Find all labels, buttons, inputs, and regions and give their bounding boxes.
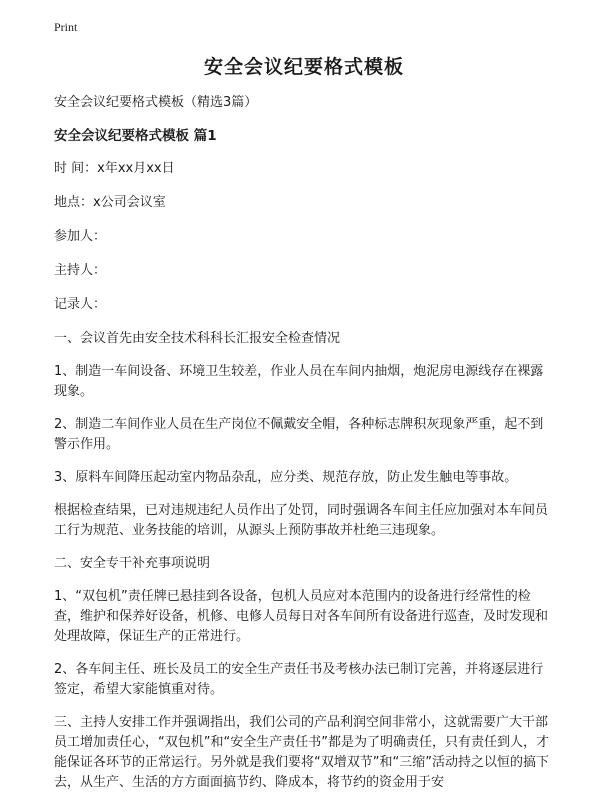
paragraph-item-1-2: 2、制造二车间作业人员在生产岗位不佩戴安全帽，各种标志牌积灰现象严重，起不到警示作用。 <box>54 417 544 452</box>
paragraph-item-2-1: 1、“双包机”责任牌已悬挂到各设备，包机人员应对本范围内的设备进行经常性的检查，维护和保养好设备，机修、电修人员每日对各车间所有设备进行巡查，及时发现和处理故障，保证生产的正常进行。 <box>54 589 549 644</box>
paragraph-section-2: 二、安全专干补充事项说明 <box>54 556 211 571</box>
section-heading: 安全会议纪要格式模板 篇1 <box>54 128 217 144</box>
meeting-time: 时 间：x年xx月xx日 <box>54 161 175 176</box>
meeting-recorder: 记录人： <box>54 297 107 312</box>
paragraph-item-1-1: 1、制造一车间设备、环境卫生较差，作业人员在车间内抽烟，炮泥房电源线存在裸露现象。 <box>54 364 544 399</box>
paragraph-item-1-3: 3、原料车间降压起动室内物品杂乱，应分类、规范存放，防止发生触电等事故。 <box>54 470 518 485</box>
paragraph-section-3: 三、主持人安排工作并强调指出，我们公司的产品利润空间非常小，这就需要广大干部员工增加责任心，“双包机”和“安全生产责任书”都是为了明确责任，只有责任到人，才能保证各环节的正常运行。另外就是我们要将“双增双节”和“三缩”活动持之以恒的搞下去，从生产、生活的方方面面搞节约、降成本，将节约的资金用于安 <box>54 715 549 790</box>
paragraph-conclusion: 根据检查结果，已对违规违纪人员作出了处罚，同时强调各车间主任应加强对本车间员工行为规范、业务技能的培训，从源头上预防事故并杜绝三违现象。 <box>54 503 549 538</box>
document-title: 安全会议纪要格式模板 <box>203 56 404 78</box>
document-body <box>54 52 554 806</box>
meeting-host: 主持人： <box>54 263 107 278</box>
meeting-attendees: 参加人： <box>54 229 107 244</box>
print-link[interactable]: Print <box>54 20 78 34</box>
paragraph-item-2-2: 2、各车间主任、班长及员工的安全生产责任书及考核办法已制订完善，并将逐层进行签定，希望大家能慎重对待。 <box>54 662 544 697</box>
meeting-place: 地点：x公司会议室 <box>54 195 166 210</box>
document-subtitle: 安全会议纪要格式模板（精选3篇） <box>54 95 258 110</box>
paragraph-section-1: 一、会议首先由安全技术科科长汇报安全检查情况 <box>54 331 341 346</box>
